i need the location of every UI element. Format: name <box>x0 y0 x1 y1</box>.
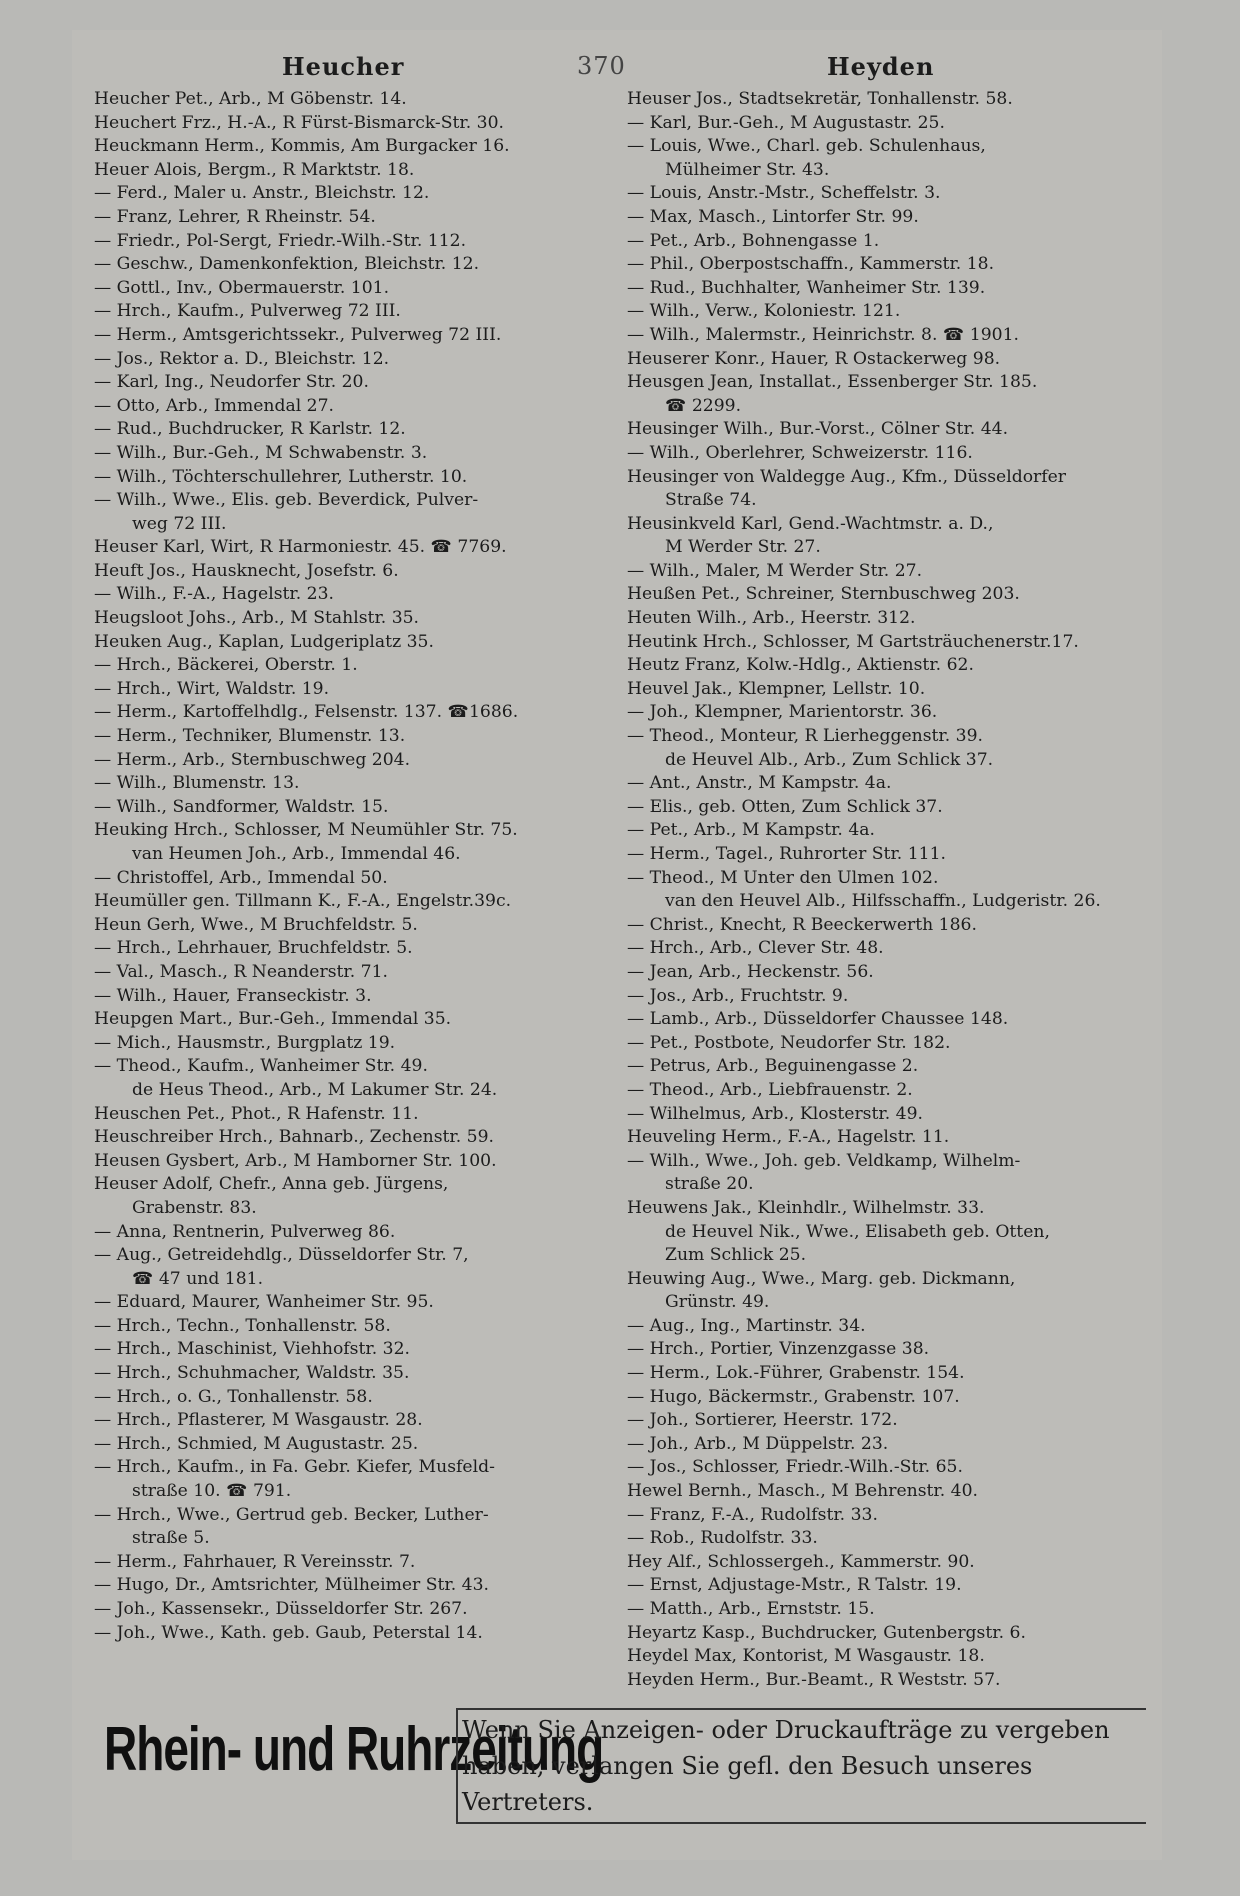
directory-entry: Heusgen Jean, Installat., Essenberger Str. 185. <box>627 372 1038 393</box>
directory-entry: — Joh., Sortierer, Heerstr. 172. <box>627 1410 898 1431</box>
directory-entry: Heydel Max, Kontorist, M Wasgaustr. 18. <box>627 1646 985 1667</box>
directory-entry: — Wilh., Hauer, Franseckistr. 3. <box>94 985 372 1006</box>
header-left-keyword: Heucher <box>282 52 405 81</box>
directory-entry: van Heumen Joh., Arb., Immendal 46. <box>132 844 461 864</box>
directory-entry: — Rud., Buchdrucker, R Karlstr. 12. <box>94 419 406 440</box>
directory-entry: Heusinkveld Karl, Gend.-Wachtmstr. a. D., <box>627 513 994 534</box>
directory-entry: ☎ 2299. <box>665 395 742 416</box>
left-column <box>94 88 614 1645</box>
directory-entry: Heupgen Mart., Bur.-Geh., Immendal 35. <box>94 1009 452 1030</box>
directory-entry: — Wilh., Sandformer, Waldstr. 15. <box>94 796 389 817</box>
directory-entry: Heuvel Jak., Klempner, Lellstr. 10. <box>627 678 926 699</box>
directory-entry: — Hrch., Lehrhauer, Bruchfeldstr. 5. <box>94 938 413 959</box>
directory-entry: — Joh., Wwe., Kath. geb. Gaub, Peterstal 14. <box>94 1622 483 1643</box>
directory-entry: — Herm., Techniker, Blumenstr. 13. <box>94 726 406 747</box>
directory-entry: Mülheimer Str. 43. <box>665 159 830 180</box>
directory-entry: — Hrch., Kaufm., Pulverweg 72 III. <box>94 301 401 322</box>
directory-entry: — Herm., Amtsgerichtssekr., Pulverweg 72 III. <box>94 324 502 345</box>
directory-entry: Heuwens Jak., Kleinhdlr., Wilhelmstr. 33. <box>627 1197 985 1218</box>
directory-entry: — Theod., Monteur, R Lierheggenstr. 39. <box>627 726 984 747</box>
directory-entry: — Hrch., Portier, Vinzenzgasse 38. <box>627 1339 930 1360</box>
directory-entry: — Joh., Klempner, Marientorstr. 36. <box>627 702 938 723</box>
directory-entry: de Heuvel Nik., Wwe., Elisabeth geb. Otten, <box>665 1221 1050 1242</box>
directory-entry: Heuten Wilh., Arb., Heerstr. 312. <box>627 608 916 629</box>
directory-entry: Heuser Adolf, Chefr., Anna geb. Jürgens, <box>94 1174 449 1195</box>
directory-entry: — Gottl., Inv., Obermauerstr. 101. <box>94 277 390 298</box>
page-header <box>72 42 1162 92</box>
directory-entry: — Anna, Rentnerin, Pulverweg 86. <box>94 1221 396 1242</box>
directory-entry: Heuschreiber Hrch., Bahnarb., Zechenstr. 59. <box>94 1127 495 1148</box>
directory-entry: — Jos., Arb., Fruchtstr. 9. <box>627 985 849 1006</box>
directory-entry: — Hrch., Kaufm., in Fa. Gebr. Kiefer, Musfeld- <box>94 1457 495 1478</box>
directory-entry: — Wilh., Malermstr., Heinrichstr. 8. ☎ 1901. <box>627 324 1019 345</box>
directory-entry: — Phil., Oberpostschaffn., Kammerstr. 18. <box>627 254 995 275</box>
directory-entry: — Ant., Anstr., M Kampstr. 4a. <box>627 773 892 794</box>
directory-entry: — Herm., Arb., Sternbuschweg 204. <box>94 749 411 770</box>
directory-entry: ☎ 47 und 181. <box>132 1268 264 1289</box>
directory-entry: — Christoffel, Arb., Immendal 50. <box>94 867 388 888</box>
directory-entry: — Theod., M Unter den Ulmen 102. <box>627 867 939 888</box>
directory-entry: Hey Alf., Schlossergeh., Kammerstr. 90. <box>627 1551 975 1572</box>
directory-entry: — Herm., Lok.-Führer, Grabenstr. 154. <box>627 1363 965 1384</box>
directory-entry: — Wilh., Verw., Koloniestr. 121. <box>627 301 901 322</box>
directory-entry: Heuchert Frz., H.-A., R Fürst-Bismarck-Str. 30. <box>94 112 505 133</box>
directory-entry: Heutz Franz, Kolw.-Hdlg., Aktienstr. 62. <box>627 655 974 676</box>
directory-entry: de Heuvel Alb., Arb., Zum Schlick 37. <box>665 749 994 770</box>
directory-entry: — Wilh., Bur.-Geh., M Schwabenstr. 3. <box>94 442 428 463</box>
directory-entry: Heuft Jos., Hausknecht, Josefstr. 6. <box>94 560 399 581</box>
directory-entry: — Jos., Rektor a. D., Bleichstr. 12. <box>94 348 390 369</box>
directory-entry: — Hrch., Maschinist, Viehhofstr. 32. <box>94 1339 410 1360</box>
directory-entry: — Hrch., Techn., Tonhallenstr. 58. <box>94 1315 391 1336</box>
directory-entry: — Eduard, Maurer, Wanheimer Str. 95. <box>94 1292 434 1313</box>
ad-text <box>456 1708 1146 1824</box>
directory-entry: — Hugo, Dr., Amtsrichter, Mülheimer Str. 43. <box>94 1575 489 1596</box>
directory-entry: — Matth., Arb., Ernststr. 15. <box>627 1599 875 1619</box>
directory-entry: — Aug., Getreidehdlg., Düsseldorfer Str. 7, <box>94 1245 469 1266</box>
directory-entry: Heuwing Aug., Wwe., Marg. geb. Dickmann, <box>627 1268 1016 1289</box>
directory-entry: — Franz, Lehrer, R Rheinstr. 54. <box>94 206 376 227</box>
directory-entry: — Friedr., Pol-Sergt, Friedr.-Wilh.-Str. 112. <box>94 230 467 251</box>
right-column <box>627 88 1152 1692</box>
directory-entry: — Herm., Fahrhauer, R Vereinsstr. 7. <box>94 1551 416 1572</box>
directory-entry: de Heus Theod., Arb., M Lakumer Str. 24. <box>132 1079 498 1100</box>
directory-entry: Straße 74. <box>665 490 757 511</box>
ad-line-1: Wenn Sie Anzeigen- oder Druckaufträge zu vergeben <box>462 1716 1110 1744</box>
directory-entry: Heuer Alois, Bergm., R Marktstr. 18. <box>94 159 415 180</box>
ad-line-2: haben, verlangen Sie gefl. den Besuch unseres Vertreters. <box>462 1752 1033 1816</box>
directory-entry: — Hrch., Schuhmacher, Waldstr. 35. <box>94 1363 410 1384</box>
directory-entry: — Wilhelmus, Arb., Klosterstr. 49. <box>627 1103 923 1124</box>
directory-entry: Heun Gerh, Wwe., M Bruchfeldstr. 5. <box>94 914 418 935</box>
directory-entry: — Franz, F.-A., Rudolfstr. 33. <box>627 1504 878 1525</box>
directory-entry: straße 20. <box>665 1174 754 1195</box>
directory-entry: Heusinger von Waldegge Aug., Kfm., Düsseldorfer <box>627 466 1067 487</box>
directory-entry: Heuserer Konr., Hauer, R Ostackerweg 98. <box>627 348 1001 369</box>
directory-entry: — Hrch., Schmied, M Augustastr. 25. <box>94 1433 419 1454</box>
directory-entry: — Pet., Arb., Bohnengasse 1. <box>627 230 880 251</box>
directory-entry: — Karl, Ing., Neudorfer Str. 20. <box>94 372 369 393</box>
directory-entry: Heusen Gysbert, Arb., M Hamborner Str. 100. <box>94 1150 497 1171</box>
directory-entry: — Wilh., Töchterschullehrer, Lutherstr. 10. <box>94 466 468 487</box>
directory-entry: — Wilh., Maler, M Werder Str. 27. <box>627 560 923 581</box>
directory-entry: Heuser Jos., Stadtsekretär, Tonhallenstr. 58. <box>627 89 1013 109</box>
directory-entry: — Ernst, Adjustage-Mstr., R Talstr. 19. <box>627 1575 962 1596</box>
directory-entry: — Max, Masch., Lintorfer Str. 99. <box>627 206 919 227</box>
directory-entry: Heusinger Wilh., Bur.-Vorst., Cölner Str. 44. <box>627 419 1009 440</box>
directory-entry: Heuser Karl, Wirt, R Harmoniestr. 45. ☎ 7769. <box>94 537 507 558</box>
directory-entry: Heußen Pet., Schreiner, Sternbuschweg 203. <box>627 584 1020 605</box>
directory-entry: — Otto, Arb., Immendal 27. <box>94 395 335 416</box>
directory-entry: Heucher Pet., Arb., M Göbenstr. 14. <box>94 89 407 109</box>
directory-entry: — Karl, Bur.-Geh., M Augustastr. 25. <box>627 112 945 133</box>
directory-entry: — Louis, Wwe., Charl. geb. Schulenhaus, <box>627 136 986 157</box>
directory-entry: Heumüller gen. Tillmann K., F.-A., Engelstr.39c. <box>94 891 512 912</box>
directory-entry: Heuking Hrch., Schlosser, M Neumühler Str. 75. <box>94 820 518 841</box>
directory-entry: — Herm., Kartoffelhdlg., Felsenstr. 137. ☎1686. <box>94 702 519 723</box>
directory-entry: — Rud., Buchhalter, Wanheimer Str. 139. <box>627 277 986 298</box>
directory-entry: straße 10. ☎ 791. <box>132 1481 292 1502</box>
directory-entry: — Petrus, Arb., Beguinengasse 2. <box>627 1056 919 1077</box>
directory-entry: — Joh., Arb., M Düppelstr. 23. <box>627 1433 889 1454</box>
directory-entry: — Hrch., o. G., Tonhallenstr. 58. <box>94 1386 373 1407</box>
advertisement <box>94 1702 1144 1816</box>
directory-entry: — Elis., geb. Otten, Zum Schlick 37. <box>627 796 943 817</box>
directory-entry: Heyartz Kasp., Buchdrucker, Gutenbergstr. 6. <box>627 1622 1026 1643</box>
directory-entry: — Wilh., Oberlehrer, Schweizerstr. 116. <box>627 442 973 463</box>
directory-entry: Heugsloot Johs., Arb., M Stahlstr. 35. <box>94 608 420 629</box>
directory-entry: — Jean, Arb., Heckenstr. 56. <box>627 961 874 982</box>
directory-entry: Heuckmann Herm., Kommis, Am Burgacker 16. <box>94 136 510 157</box>
directory-entry: Grünstr. 49. <box>665 1292 770 1313</box>
directory-entry: Heutink Hrch., Schlosser, M Gartsträuchenerstr.17. <box>627 631 1079 652</box>
directory-entry: — Hugo, Bäckermstr., Grabenstr. 107. <box>627 1386 960 1407</box>
directory-entry: — Theod., Arb., Liebfrauenstr. 2. <box>627 1079 913 1100</box>
directory-entry: — Aug., Ing., Martinstr. 34. <box>627 1315 866 1336</box>
directory-entry: — Louis, Anstr.-Mstr., Scheffelstr. 3. <box>627 183 941 204</box>
directory-entry: — Geschw., Damenkonfektion, Bleichstr. 12. <box>94 254 480 275</box>
directory-entry: — Mich., Hausmstr., Burgplatz 19. <box>94 1032 396 1053</box>
directory-entry: Heyden Herm., Bur.-Beamt., R Weststr. 57. <box>627 1669 1001 1690</box>
directory-entry: — Rob., Rudolfstr. 33. <box>627 1528 818 1549</box>
directory-entry: — Wilh., Blumenstr. 13. <box>94 773 300 794</box>
directory-entry: Zum Schlick 25. <box>665 1245 807 1266</box>
directory-entry: Heuschen Pet., Phot., R Hafenstr. 11. <box>94 1103 419 1124</box>
directory-entry: — Pet., Postbote, Neudorfer Str. 182. <box>627 1032 951 1053</box>
directory-entry: — Herm., Tagel., Ruhrorter Str. 111. <box>627 844 946 864</box>
directory-entry: — Jos., Schlosser, Friedr.-Wilh.-Str. 65. <box>627 1457 963 1478</box>
directory-entry: — Hrch., Arb., Clever Str. 48. <box>627 938 884 959</box>
directory-entry: Heuveling Herm., F.-A., Hagelstr. 11. <box>627 1127 950 1148</box>
directory-entry: Hewel Bernh., Masch., M Behrenstr. 40. <box>627 1481 979 1502</box>
directory-entry: — Lamb., Arb., Düsseldorfer Chaussee 148. <box>627 1009 1009 1030</box>
directory-entry: — Ferd., Maler u. Anstr., Bleichstr. 12. <box>94 183 430 204</box>
directory-entry: — Theod., Kaufm., Wanheimer Str. 49. <box>94 1056 428 1077</box>
directory-entry: — Pet., Arb., M Kampstr. 4a. <box>627 820 876 841</box>
directory-entry: — Wilh., F.-A., Hagelstr. 23. <box>94 584 335 605</box>
directory-entry: — Hrch., Bäckerei, Oberstr. 1. <box>94 655 358 676</box>
directory-entry: — Christ., Knecht, R Beeckerwerth 186. <box>627 914 977 935</box>
ad-title: Rhein- und Ruhrzeitung <box>104 1713 604 1784</box>
directory-entry: — Wilh., Wwe., Joh. geb. Veldkamp, Wilhelm- <box>627 1150 1021 1171</box>
directory-entry: — Hrch., Wwe., Gertrud geb. Becker, Luther- <box>94 1504 489 1525</box>
directory-entry: weg 72 III. <box>132 513 227 534</box>
page-number: 370 <box>577 52 626 80</box>
directory-entry: straße 5. <box>132 1528 210 1549</box>
directory-entry: — Joh., Kassensekr., Düsseldorfer Str. 267. <box>94 1599 468 1619</box>
header-right-keyword: Heyden <box>827 52 935 81</box>
directory-entry: — Wilh., Wwe., Elis. geb. Beverdick, Pulver- <box>94 490 479 511</box>
directory-entry: — Val., Masch., R Neanderstr. 71. <box>94 961 389 982</box>
directory-entry: Grabenstr. 83. <box>132 1197 257 1218</box>
directory-entry: M Werder Str. 27. <box>665 537 821 558</box>
directory-entry: Heuken Aug., Kaplan, Ludgeriplatz 35. <box>94 631 434 652</box>
directory-entry: — Hrch., Wirt, Waldstr. 19. <box>94 678 330 699</box>
directory-entry: — Hrch., Pflasterer, M Wasgaustr. 28. <box>94 1410 423 1431</box>
directory-entry: van den Heuvel Alb., Hilfsschaffn., Ludgeristr. 26. <box>665 891 1101 912</box>
directory-page <box>72 30 1162 1860</box>
